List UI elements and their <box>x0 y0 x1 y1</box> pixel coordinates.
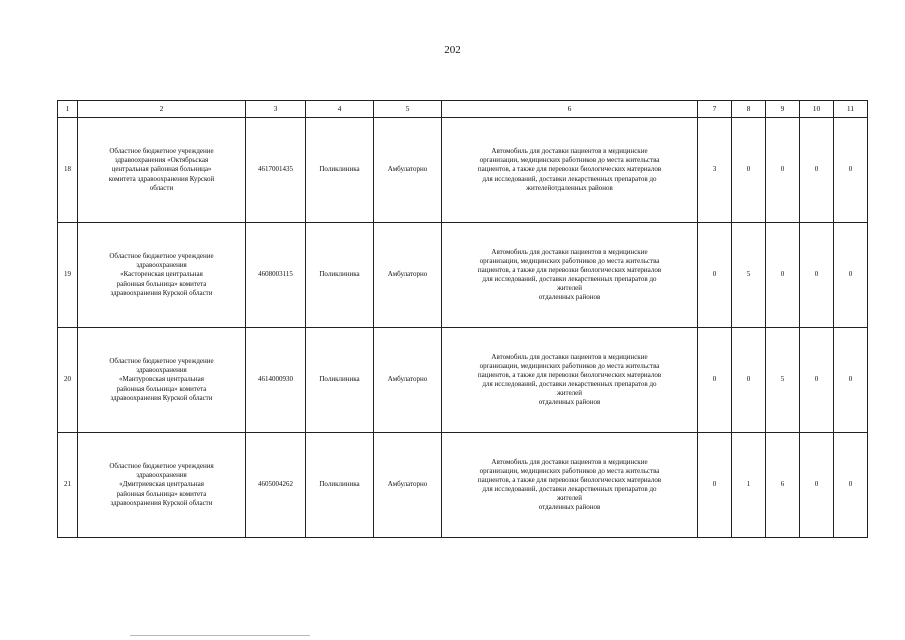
count-col-9: 5 <box>766 328 800 433</box>
count-col-11: 0 <box>834 118 868 223</box>
purpose-line: пациентов, а также для перевозки биологических материалов <box>477 265 662 274</box>
name-line: Областное бюджетное учреждение <box>109 357 214 366</box>
table-body <box>58 118 868 538</box>
care-mode-cell: Амбулаторно <box>374 118 442 223</box>
purpose-line: жителей <box>556 494 583 503</box>
row-number: 18 <box>58 118 78 223</box>
col-header-7: 7 <box>698 101 732 118</box>
col-header-11: 11 <box>834 101 868 118</box>
count-col-8: 0 <box>732 328 766 433</box>
inn-cell: 4614000930 <box>246 328 306 433</box>
name-line: Областное бюджетное учреждение <box>109 252 214 261</box>
name-line: здравоохранения Курской области <box>110 498 213 507</box>
col-header-5: 5 <box>374 101 442 118</box>
count-col-10: 0 <box>800 118 834 223</box>
col-header-2: 2 <box>78 101 246 118</box>
name-line: районная больница» комитета <box>116 384 207 393</box>
purpose-line: жителей <box>556 284 583 293</box>
purpose-line: жителей <box>556 389 583 398</box>
name-line: «Мантуровская центральная <box>119 375 204 384</box>
page-number: 202 <box>444 44 461 56</box>
institution-name <box>78 328 246 433</box>
count-col-7: 3 <box>698 118 732 223</box>
purpose-line: организации, медицинских работников до места жительства <box>479 361 660 370</box>
purpose-line: отдаленных районов <box>538 293 601 302</box>
institution-name <box>78 118 246 223</box>
purpose-line: пациентов, а также для перевозки биологических материалов <box>477 370 662 379</box>
header-row <box>58 101 868 118</box>
name-line: области <box>149 183 174 192</box>
care-mode-cell: Амбулаторно <box>374 433 442 538</box>
purpose-line: Автомобиль для доставки пациентов в медицинские <box>491 352 648 361</box>
col-header-4: 4 <box>306 101 374 118</box>
vehicle-purpose <box>442 223 698 328</box>
table-row <box>58 328 868 433</box>
name-line: центральная районная больница» <box>111 165 212 174</box>
table-row <box>58 118 868 223</box>
name-line: здравоохранения Курской области <box>110 288 213 297</box>
col-header-1: 1 <box>58 101 78 118</box>
count-col-9: 6 <box>766 433 800 538</box>
unit-type-cell: Поликлиника <box>306 118 374 223</box>
count-col-8: 0 <box>732 118 766 223</box>
name-line: здравоохранения <box>136 366 187 375</box>
purpose-line: организации, медицинских работников до места жительства <box>479 156 660 165</box>
purpose-line: отдаленных районов <box>538 503 601 512</box>
col-header-10: 10 <box>800 101 834 118</box>
col-header-6: 6 <box>442 101 698 118</box>
col-header-8: 8 <box>732 101 766 118</box>
count-col-7: 0 <box>698 433 732 538</box>
purpose-line: организации, медицинских работников до места жительства <box>479 256 660 265</box>
count-col-8: 1 <box>732 433 766 538</box>
unit-type-cell: Поликлиника <box>306 223 374 328</box>
purpose-line: для исследований, доставки лекарственных препаратов до <box>482 174 657 183</box>
institution-name <box>78 223 246 328</box>
name-line: «Касторенская центральная <box>120 270 203 279</box>
row-number: 20 <box>58 328 78 433</box>
count-col-11: 0 <box>834 223 868 328</box>
count-col-9: 0 <box>766 223 800 328</box>
care-mode-cell: Амбулаторно <box>374 328 442 433</box>
purpose-line: организации, медицинских работников до места жительства <box>479 466 660 475</box>
row-number: 19 <box>58 223 78 328</box>
inn-cell: 4617001435 <box>246 118 306 223</box>
table-row <box>58 223 868 328</box>
vehicle-purpose <box>442 433 698 538</box>
name-line: районная больница» комитета <box>116 279 207 288</box>
purpose-line: жителейотдаленных районов <box>526 183 613 192</box>
name-line: здравоохранения <box>136 471 187 480</box>
purpose-line: Автомобиль для доставки пациентов в медицинские <box>491 247 648 256</box>
inn-cell: 4608003115 <box>246 223 306 328</box>
name-line: здравоохранения «Октябрьская <box>114 156 209 165</box>
name-line: здравоохранения Курской области <box>110 393 213 402</box>
purpose-line: отдаленных районов <box>538 398 601 407</box>
purpose-line: Автомобиль для доставки пациентов в медицинские <box>491 147 648 156</box>
purpose-line: Автомобиль для доставки пациентов в медицинские <box>491 457 648 466</box>
count-col-10: 0 <box>800 433 834 538</box>
care-mode-cell: Амбулаторно <box>374 223 442 328</box>
name-line: районная больница» комитета <box>116 489 207 498</box>
institution-name <box>78 433 246 538</box>
table-header <box>58 101 868 118</box>
name-line: Областное бюджетное учреждение <box>109 147 214 156</box>
count-col-11: 0 <box>834 328 868 433</box>
col-header-3: 3 <box>246 101 306 118</box>
count-col-10: 0 <box>800 223 834 328</box>
count-col-9: 0 <box>766 118 800 223</box>
vehicle-purpose <box>442 328 698 433</box>
col-header-9: 9 <box>766 101 800 118</box>
purpose-line: пациентов, а также для перевозки биологических материалов <box>477 165 662 174</box>
inn-cell: 4605004262 <box>246 433 306 538</box>
purpose-line: для исследований, доставки лекарственных препаратов до <box>482 380 657 388</box>
name-line: Областное бюджетное учреждения <box>109 462 214 471</box>
count-col-8: 5 <box>732 223 766 328</box>
count-col-7: 0 <box>698 328 732 433</box>
name-line: «Дмитриевская центральная <box>119 480 204 489</box>
purpose-line: для исследований, доставки лекарственных препаратов до <box>482 275 657 283</box>
unit-type-cell: Поликлиника <box>306 433 374 538</box>
vehicles-table <box>57 100 868 538</box>
name-line: комитета здравоохранения Курской <box>108 174 215 183</box>
count-col-7: 0 <box>698 223 732 328</box>
name-line: здравоохранения <box>136 261 187 270</box>
vehicle-purpose <box>442 118 698 223</box>
row-number: 21 <box>58 433 78 538</box>
count-col-10: 0 <box>800 328 834 433</box>
purpose-line: для исследований, доставки лекарственных препаратов до <box>482 485 657 493</box>
table-row <box>58 433 868 538</box>
bottom-scan-line <box>130 635 310 636</box>
count-col-11: 0 <box>834 433 868 538</box>
unit-type-cell: Поликлиника <box>306 328 374 433</box>
purpose-line: пациентов, а также для перевозки биологических материалов <box>477 475 662 484</box>
